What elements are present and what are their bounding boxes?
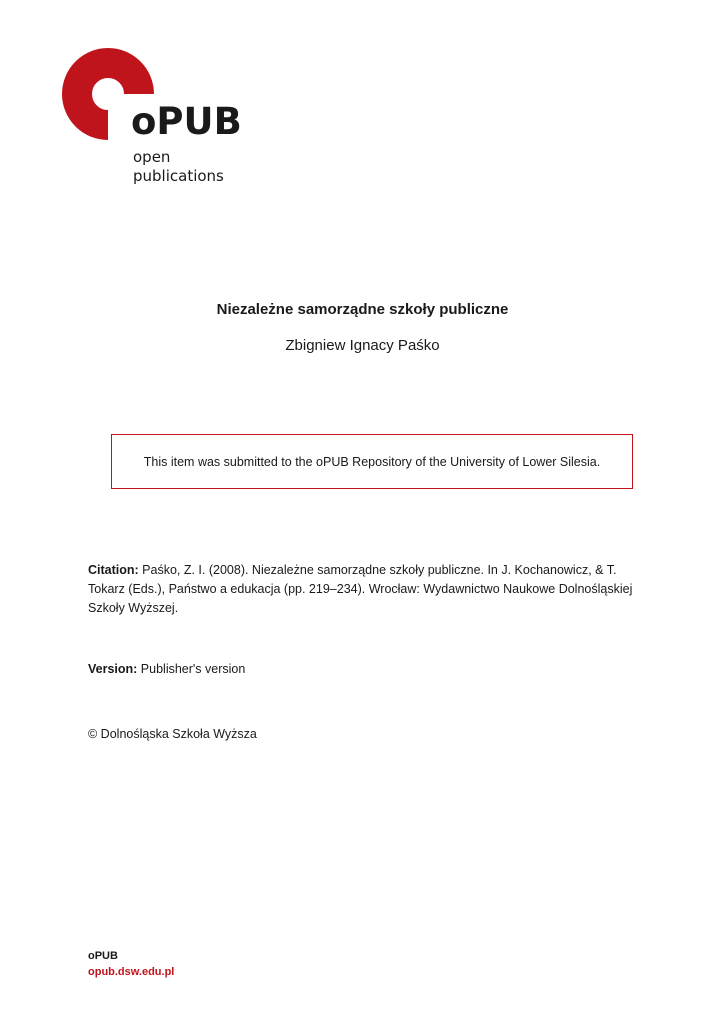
version-text: Publisher's version [137, 662, 246, 676]
logo-tagline-line2: publications [133, 167, 224, 185]
repository-notice-box [111, 434, 633, 489]
version [88, 662, 245, 676]
logo-wordmark: oPUB [131, 100, 242, 143]
logo-tagline [133, 148, 224, 186]
document-title: Niezależne samorządne szkoły publiczne [216, 301, 509, 318]
citation [88, 561, 648, 618]
footer-url-link[interactable]: opub.dsw.edu.pl [88, 966, 175, 978]
version-label: Version: [88, 662, 138, 676]
citation-text: Paśko, Z. I. (2008). Niezależne samorządne szkoły publiczne. In J. Kochanowicz, & T. Tokarz (Eds.), Państwo a edukacja (pp. 219–234). Wrocław: Wydawnictwo Naukowe Dolnośląskiej Szkoły Wyższej. [88, 563, 633, 615]
document-author: Zbigniew Ignacy Paśko [285, 337, 440, 354]
copyright: © Dolnośląska Szkoła Wyższa [88, 727, 257, 741]
citation-label: Citation: [88, 563, 139, 577]
footer-name: oPUB [88, 950, 118, 962]
logo-tagline-line1: open [133, 148, 171, 166]
repository-notice: This item was submitted to the oPUB Repository of the University of Lower Silesia. [143, 454, 601, 469]
